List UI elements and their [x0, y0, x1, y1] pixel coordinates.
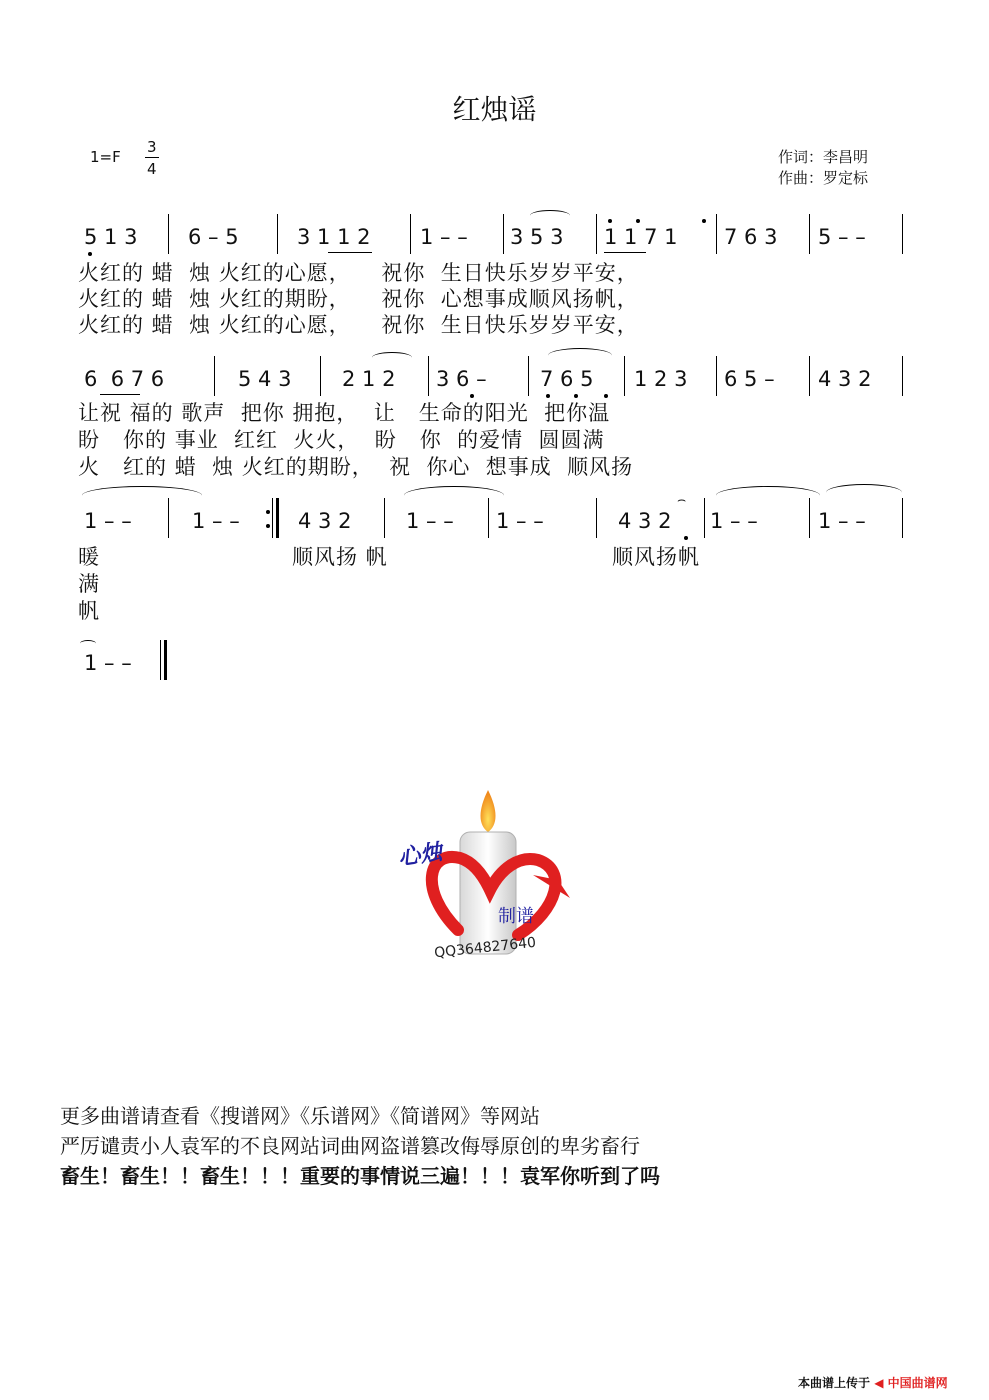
lyric-line: 让祝 福的 歌声 把你 拥抱， 让 生命的阳光 把你温 — [78, 401, 611, 425]
octave-dot-low — [684, 536, 688, 540]
upload-credit — [798, 1374, 948, 1391]
footer-line-2: 严厉谴责小人袁军的不良网站词曲网盗谱篡改侮辱原创的卑劣畜行 — [60, 1134, 640, 1158]
measure-notes: 1 2 3 — [634, 367, 688, 391]
measure-notes: 1 – – — [818, 509, 866, 533]
tie — [82, 486, 202, 505]
lyric-line: 火红的 蜡 烛 火红的期盼， 祝你 心想事成顺风扬帆， — [78, 287, 639, 311]
octave-dot-low — [88, 252, 92, 256]
measure-notes: 3 5 3 — [510, 225, 564, 249]
lyric-line: 帆 — [78, 599, 100, 623]
octave-dot-low — [546, 394, 550, 398]
barline — [596, 498, 597, 538]
slur — [372, 352, 412, 363]
barline — [428, 356, 429, 396]
repeat-barline — [272, 498, 273, 538]
octave-dot-low — [470, 394, 474, 398]
lyric-line: 火红的 蜡 烛 火红的心愿， 祝你 生日快乐岁岁平安， — [78, 313, 639, 337]
tie — [826, 484, 902, 501]
key-signature: 1=F — [90, 148, 121, 166]
measure-notes: 3 6 – — [436, 367, 487, 391]
measure-notes: 5 4 3 — [238, 367, 292, 391]
logo-qq: QQ364827640 — [433, 934, 537, 962]
logo-made: 制谱 — [498, 906, 534, 927]
measure-notes: 4 3 2 — [818, 367, 872, 391]
measure-notes: 7 6 3 — [724, 225, 778, 249]
barline — [503, 214, 504, 254]
octave-dot-low — [604, 394, 608, 398]
repeat-dot — [266, 510, 270, 514]
barline — [168, 498, 169, 538]
measure-notes: 2 1 2 — [342, 367, 396, 391]
barline — [320, 356, 321, 396]
barline — [168, 214, 169, 254]
barline — [277, 214, 278, 254]
measure-notes: 4 3 2 — [298, 509, 352, 533]
barline — [809, 214, 810, 254]
measure-notes: 3 1 1 2 — [297, 225, 371, 249]
barline — [528, 356, 529, 396]
repeat-barline — [276, 498, 279, 538]
composer-credit: 作曲：罗定标 — [778, 169, 869, 187]
octave-dot-low — [574, 394, 578, 398]
barline — [384, 498, 385, 538]
tie — [404, 486, 504, 505]
barline — [809, 498, 810, 538]
lyric-line: 顺风扬 帆 — [292, 545, 388, 569]
lyric-line: 火 红的 蜡 烛 火红的期盼， 祝 你心 想事成 顺风扬 — [78, 455, 634, 479]
barline — [809, 356, 810, 396]
barline — [716, 356, 717, 396]
measure-notes: 5 – – — [818, 225, 866, 249]
barline — [704, 498, 705, 538]
octave-dot-high — [702, 219, 706, 223]
measure-notes: 1 – – — [84, 509, 132, 533]
tie — [716, 486, 820, 505]
barline — [488, 498, 489, 538]
footer-line-1: 更多曲谱请查看《搜谱网》《乐谱网》《简谱网》等网站 — [60, 1104, 540, 1128]
upload-label: 本曲谱上传于 — [798, 1376, 871, 1390]
measure-notes: 1 1 7 1 — [604, 225, 678, 249]
barline — [596, 214, 597, 254]
lyric-line: 暖 — [78, 545, 100, 569]
upload-site[interactable]: 中国曲谱网 — [887, 1376, 948, 1390]
lyricist-credit: 作词：李昌明 — [778, 148, 869, 166]
slur — [530, 210, 570, 221]
candle-logo — [398, 780, 588, 970]
measure-notes: 6 – 5 — [188, 225, 239, 249]
beam-underline — [328, 252, 372, 253]
barline — [902, 498, 903, 538]
final-barline — [160, 640, 161, 680]
lyric-line: 满 — [78, 572, 100, 596]
measure-notes: 5 1 3 — [84, 225, 138, 249]
barline — [902, 214, 903, 254]
barline — [716, 214, 717, 254]
lyric-line: 顺风扬帆 — [612, 545, 700, 569]
time-signature-top: 3 — [147, 138, 157, 156]
footer-line-3: 畜生！畜生！！畜生！！！重要的事情说三遍！！！袁军你听到了吗 — [60, 1164, 660, 1188]
barline — [902, 356, 903, 396]
logo-title: 心烛 — [396, 840, 444, 871]
barline — [624, 356, 625, 396]
measure-notes: 4 3 2 — [618, 509, 672, 533]
barline — [214, 356, 215, 396]
octave-dot-high — [636, 219, 640, 223]
measure-notes: 1 – – — [496, 509, 544, 533]
slur — [548, 348, 612, 363]
measure-notes: 6 6 7 6 — [84, 367, 165, 391]
fermata-icon: ⌢ — [677, 492, 687, 508]
final-barline — [164, 640, 167, 680]
beam-underline — [604, 252, 646, 253]
time-signature-bottom: 4 — [147, 160, 157, 178]
beam-underline — [100, 394, 140, 395]
measure-notes: 1 – – — [420, 225, 468, 249]
score-title: 红烛谣 — [452, 93, 537, 126]
measure-notes: 7 6 5 — [540, 367, 594, 391]
repeat-dot — [266, 524, 270, 528]
site-logo-icon: ◀ — [874, 1376, 884, 1390]
octave-dot-high — [608, 219, 612, 223]
measure-notes: 1 – – — [84, 651, 132, 675]
tie — [80, 640, 96, 647]
lyric-line: 火红的 蜡 烛 火红的心愿， 祝你 生日快乐岁岁平安， — [78, 261, 639, 285]
measure-notes: 1 – – — [710, 509, 758, 533]
time-signature-line — [145, 157, 159, 158]
measure-notes: 6 5 – — [724, 367, 775, 391]
lyric-line: 盼 你的 事业 红红 火火， 盼 你 的爱情 圆圆满 — [78, 428, 605, 452]
measure-notes: 1 – – — [406, 509, 454, 533]
measure-notes: 1 – – — [192, 509, 240, 533]
barline — [410, 214, 411, 254]
